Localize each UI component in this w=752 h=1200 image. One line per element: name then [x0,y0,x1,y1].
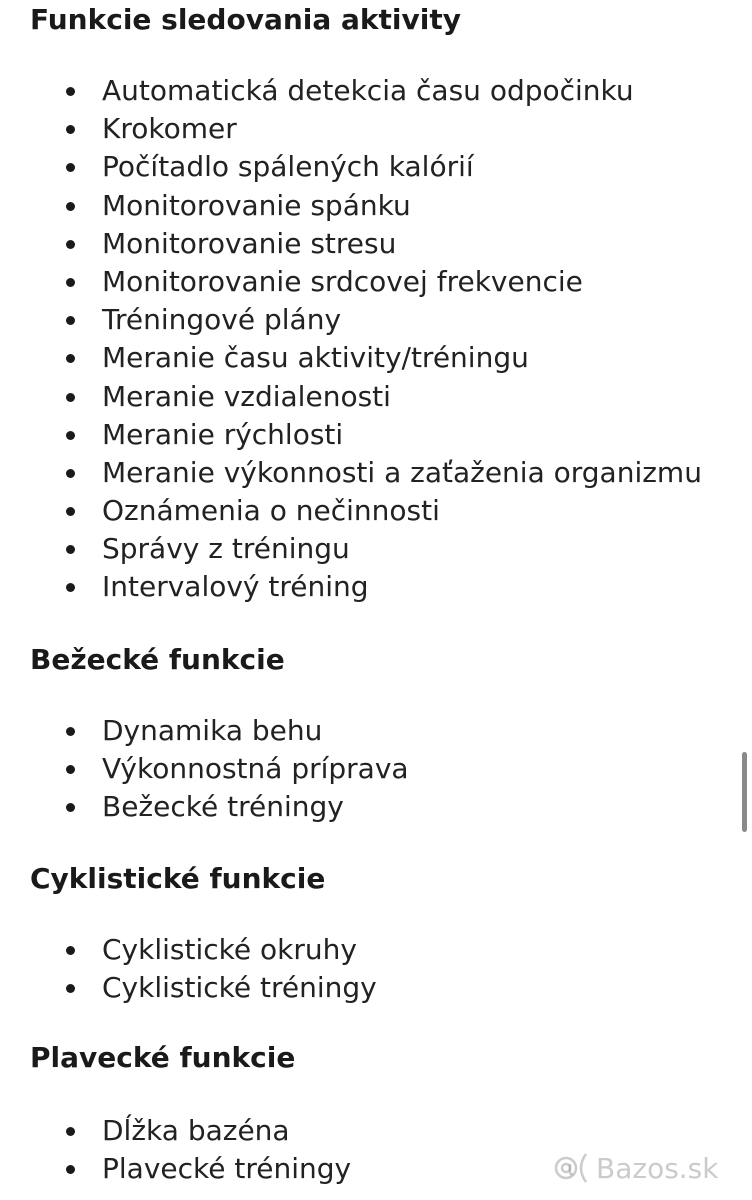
list-item-label: Krokomer [102,112,237,146]
bazos-logo-icon [552,1150,592,1186]
list-item-label: Meranie vzdialenosti [102,379,391,413]
list-item-label: Meranie času aktivity/tréningu [102,341,529,375]
bullet-icon [66,278,75,287]
list-item-label: Oznámenia o nečinnosti [102,494,440,528]
cycling-list [0,931,377,1007]
list-item [0,339,702,377]
list-item [0,712,409,750]
bullet-icon [66,125,75,134]
list-item [0,72,702,110]
list-item-label: Počítadlo spálených kalórií [102,150,474,184]
list-item-label: Meranie rýchlosti [102,417,344,451]
list-item-label: Cyklistické okruhy [102,933,357,966]
list-item-label: Dĺžka bazéna [102,1114,290,1147]
bullet-icon [66,469,75,478]
list-item [0,263,702,301]
swimming-list [0,1112,351,1188]
bullet-icon [66,1127,75,1136]
list-item [0,110,702,148]
list-item [0,969,377,1007]
list-item-label: Tréningové plány [102,303,342,337]
section-title-cycling: Cyklistické funkcie [30,862,326,895]
list-item [0,492,702,530]
bullet-icon [66,202,75,211]
bullet-icon [66,316,75,325]
bullet-icon [66,87,75,96]
list-item [0,454,702,492]
list-item [0,148,702,186]
bullet-icon [66,765,75,774]
bullet-icon [66,727,75,736]
list-item [0,750,409,788]
list-item [0,568,702,606]
list-item [0,301,702,339]
list-item-label: Výkonnostná príprava [102,752,409,786]
list-item-label: Plavecké tréningy [102,1152,352,1186]
bullet-icon [66,431,75,440]
list-item [0,530,702,568]
list-item-label: Bežecké tréningy [102,790,344,824]
list-item [0,225,702,263]
list-item-label: Intervalový tréning [102,570,369,604]
list-item [0,788,409,826]
list-item [0,1112,351,1150]
bullet-icon [66,946,75,955]
bullet-icon [66,507,75,516]
bullet-icon [66,984,75,993]
bullet-icon [66,393,75,402]
bullet-icon [66,545,75,554]
section-title-swimming: Plavecké funkcie [30,1041,296,1074]
bazos-watermark [552,1148,719,1188]
list-item-label: Cyklistické tréningy [102,971,377,1005]
list-item-label: Monitorovanie stresu [102,226,397,260]
activity-tracking-list [0,72,702,607]
watermark-text: Bazos.sk [596,1151,719,1185]
list-item-label: Meranie výkonnosti a zaťaženia organizmu [102,455,702,489]
list-item-label: Správy z tréningu [102,532,350,566]
list-item [0,1150,351,1188]
list-item [0,187,702,225]
scrollbar-thumb[interactable] [742,752,747,832]
bullet-icon [66,163,75,172]
bullet-icon [66,583,75,592]
section-title-running: Bežecké funkcie [30,643,285,676]
bullet-icon [66,1165,75,1174]
bullet-icon [66,240,75,249]
bullet-icon [66,803,75,812]
list-item-label: Dynamika behu [102,714,323,747]
list-item [0,931,377,969]
list-item [0,378,702,416]
list-item [0,416,702,454]
list-item-label: Monitorovanie spánku [102,188,411,222]
bullet-icon [66,354,75,363]
running-list [0,712,409,827]
list-item-label: Automatická detekcia času odpočinku [102,74,634,107]
section-title-activity-tracking: Funkcie sledovania aktivity [30,3,461,36]
list-item-label: Monitorovanie srdcovej frekvencie [102,264,583,298]
